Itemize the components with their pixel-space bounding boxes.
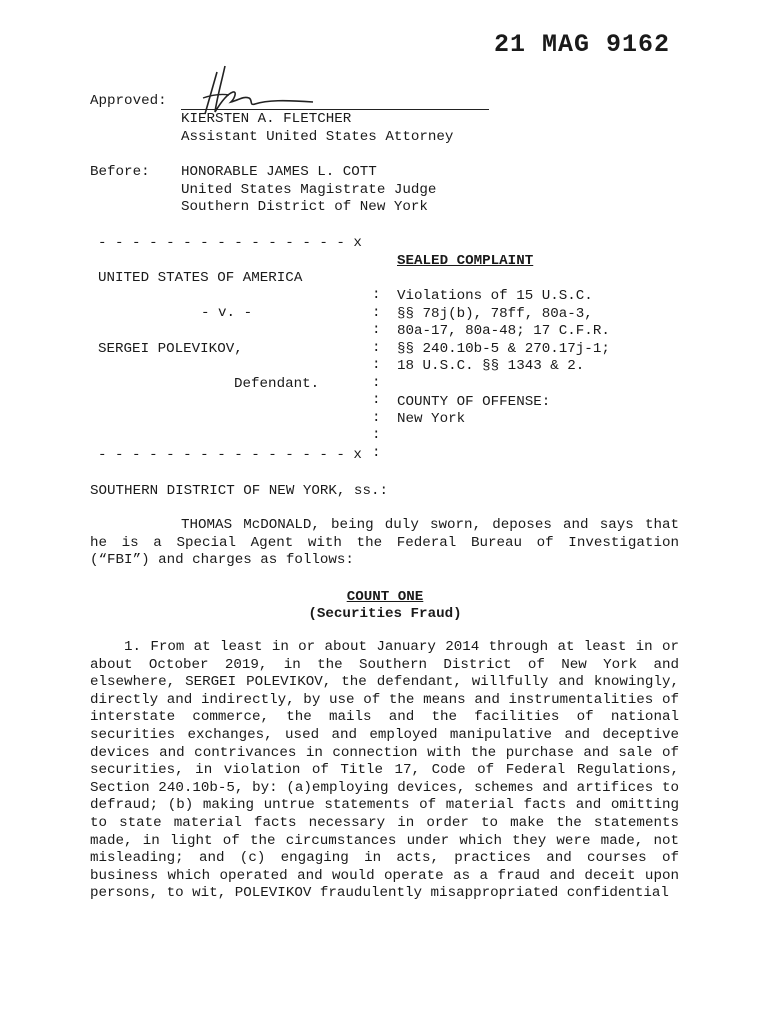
count-subtitle: (Securities Fraud)	[308, 606, 462, 622]
defendant-label: Defendant.	[234, 376, 320, 392]
violations-line-2: §§ 78j(b), 78ff, 80a-3,	[397, 306, 593, 322]
approver-name: KIERSTEN A. FLETCHER	[181, 111, 352, 127]
county-value: New York	[397, 411, 466, 427]
caption-top-dashes: - - - - - - - - - - - - - - - x	[98, 235, 362, 251]
judge-name: HONORABLE JAMES L. COTT	[181, 164, 377, 180]
violations-line-5: 18 U.S.C. §§ 1343 & 2.	[397, 358, 585, 374]
caption-colon-column: : : : : : : : : : :	[372, 287, 381, 461]
versus: - v. -	[201, 305, 253, 321]
violations-line-1: Violations of 15 U.S.C.	[397, 288, 593, 304]
signature-line	[181, 109, 489, 110]
count-title: COUNT ONE	[346, 589, 424, 605]
intro-paragraph: THOMAS McDONALD, being duly sworn, deposes and says that he is a Special Agent with the Federal Bureau of Investigation (“FBI”) and charges as follows:	[90, 517, 679, 569]
violations-line-4: §§ 240.10b-5 & 270.17j-1;	[397, 341, 610, 357]
before-label: Before:	[90, 164, 150, 180]
approved-label: Approved:	[90, 93, 167, 109]
judge-district: Southern District of New York	[181, 199, 428, 215]
plaintiff: UNITED STATES OF AMERICA	[98, 270, 303, 286]
document-title: SEALED COMPLAINT	[397, 253, 534, 269]
caption-bottom-dashes: - - - - - - - - - - - - - - - x	[98, 447, 362, 463]
approver-title: Assistant United States Attorney	[181, 129, 454, 145]
venue: SOUTHERN DISTRICT OF NEW YORK, ss.:	[90, 483, 388, 499]
judge-title: United States Magistrate Judge	[181, 182, 437, 198]
county-label: COUNTY OF OFFENSE:	[397, 394, 551, 410]
paragraph-1: 1. From at least in or about January 2014 through at least in or about October 2019, in the Southern District of New York and elsewhere, SERGEI POLEVIKOV, the defendant, willfully and knowingly, directly and indirectly, by use of the means and instrumentalities of interstate commerce, the mails and the facilities of national securities exchanges, used and employed manipulative and deceptive devices and contrivances in connection with the purchase and sale of securities, in violation of Title 17, Code of Federal Regulations, Section 240.10b-5, by: (a)employing devices, schemes and artifices to defraud; (b) making untrue statements of material facts and omitting to state material facts necessary in order to make the statements made, in light of the circumstances under which they were made, not misleading; and (c) engaging in acts, practices and courses of business which operated and would operate as a fraud and deceit upon persons, to wit, POLEVIKOV fraudulently misappropriated confidential	[90, 639, 679, 902]
defendant-name: SERGEI POLEVIKOV,	[98, 341, 243, 357]
violations-line-3: 80a-17, 80a-48; 17 C.F.R.	[397, 323, 610, 339]
docket-number: 21 MAG 9162	[493, 30, 670, 59]
